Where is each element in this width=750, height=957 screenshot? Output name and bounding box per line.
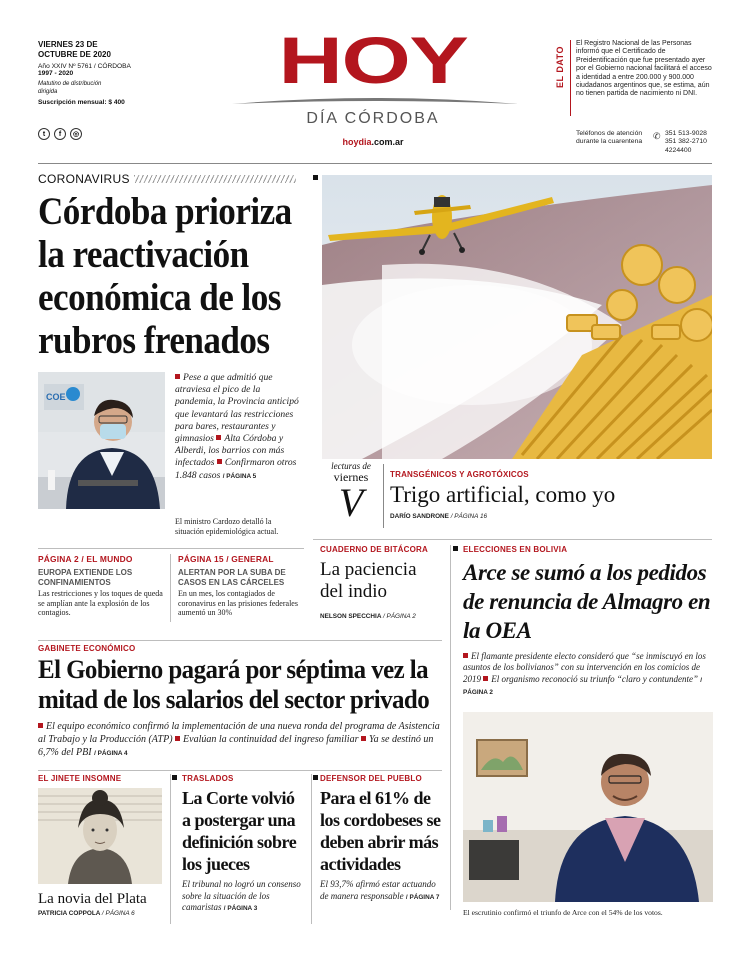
masthead-divider [38, 163, 712, 164]
bolivia-square-marker [453, 546, 458, 551]
feature-kicker: TRANSGÉNICOS Y AGROTÓXICOS [390, 470, 529, 479]
logo-subtitle: DÍA CÓRDOBA [306, 110, 440, 127]
issue-years: 1997 - 2020 [38, 70, 74, 77]
logo [258, 23, 488, 97]
traslados-divider [311, 774, 312, 924]
lead-square-marker [313, 175, 318, 180]
logo-wordmark: HOY [278, 23, 468, 97]
bullet-icon [175, 374, 180, 379]
mini-story-2[interactable] [178, 554, 304, 618]
traslados-page-ref[interactable]: / PÁGINA 3 [223, 905, 258, 913]
bolivia-photo [463, 712, 713, 902]
website-domain: hoydia [342, 137, 372, 147]
lead-kicker-text: CORONAVIRUS [38, 172, 130, 186]
jinete-headline: La novia del Plata [38, 891, 147, 907]
issue-number: Año XXIV Nº 5761 / CÓRDOBA [38, 63, 131, 70]
feature-page-ref[interactable]: / PÁGINA 16 [450, 513, 488, 520]
traslados-headline: La Corte volvió a postergar una definición sobre los jueces [182, 788, 297, 874]
bitacora-story[interactable] [320, 545, 442, 620]
bitacora-divider [450, 545, 451, 910]
economy-summary [38, 720, 442, 760]
jinete-author: PATRICIA COPPOLA [38, 910, 101, 917]
logo-swoosh [230, 94, 520, 106]
economy-summary-2: Evalúan la continuidad del ingreso familiar [183, 734, 359, 745]
masthead-left [38, 40, 168, 140]
feature-divider [313, 539, 712, 540]
lead-summary-3: Confirmaron otros 1.848 casos [175, 457, 297, 481]
portrait-engraving [38, 788, 162, 884]
website-link[interactable] [258, 137, 488, 147]
phone-1[interactable]: 351 513-9028 [665, 130, 707, 137]
bolivia-summary-1: El flamante presidente electo consideró que “se inmiscuyó en los asuntos de los bolivianos” con su intervención en los comicios de 2019 [463, 651, 706, 684]
website-tld: .com.ar [371, 137, 404, 147]
mini-story-1-section: PÁGINA 2 / EL MUNDO [38, 554, 133, 564]
bitacora-byline [320, 613, 442, 620]
lead-headline[interactable]: Córdoba prioriza la reactivación económica de los rubros frenados [38, 190, 292, 362]
feature-photo [322, 175, 712, 459]
feature-label-letter: V [338, 480, 364, 525]
defensor-square-marker [313, 775, 318, 780]
mini-story-2-text: En un mes, los contagiados de coronavirus en las prisiones federales aumentó un 30% [178, 589, 298, 617]
lead-kicker [38, 172, 296, 186]
twitter-icon[interactable]: t [38, 128, 50, 140]
plane-pasta-illustration [322, 175, 712, 459]
feature-byline [390, 513, 712, 520]
mini-story-divider [170, 554, 171, 622]
mini-story-1-text: Las restricciones y los toques de queda se amplían ante la explosión de los contagios. [38, 589, 163, 617]
economy-divider [38, 640, 442, 641]
el-dato-label: EL DATO [555, 45, 565, 88]
bitacora-page-ref[interactable]: / PÁGINA 2 [382, 613, 416, 620]
minister-illustration [38, 372, 165, 509]
lead-photo [38, 372, 165, 509]
mini-story-2-section: PÁGINA 15 / GENERAL [178, 554, 274, 564]
economy-page-ref[interactable]: / PÁGINA 4 [94, 750, 128, 757]
social-links [38, 128, 168, 140]
traslados-story[interactable] [182, 774, 306, 915]
phone-3[interactable]: 4224400 [665, 146, 692, 154]
feature-label-day: viernes [333, 470, 369, 484]
defensor-kicker: DEFENSOR DEL PUEBLO [320, 774, 422, 783]
phone-numbers [665, 130, 707, 155]
economy-kicker: GABINETE ECONÓMICO [38, 644, 136, 653]
bolivia-story[interactable] [463, 545, 713, 698]
lead-page-ref[interactable]: / PÁGINA 5 [222, 472, 257, 480]
lead-divider [38, 548, 304, 549]
bitacora-kicker: CUADERNO DE BITÁCORA [320, 545, 428, 554]
mini-story-1[interactable] [38, 554, 166, 618]
defensor-page-ref[interactable]: / PÁGINA 7 [405, 893, 440, 901]
feature-label-divider [383, 464, 384, 528]
bolivia-summary-2: El organismo reconoció su triunfo “claro y contundente” [491, 673, 698, 684]
distribution-note: Matutino de distribución dirigida [38, 81, 102, 95]
feature-author: DARÍO SANDRONE [390, 513, 449, 520]
feature-headline: Trigo artificial, como yo [390, 482, 616, 507]
mini-story-2-headline: ALERTAN POR LA SUBA DE CASOS EN LAS CÁRCELES [178, 568, 286, 587]
jinete-byline [38, 910, 162, 917]
mini-story-1-headline: EUROPA EXTIENDE LOS CONFINAMIENTOS [38, 568, 133, 587]
kicker-hatch [134, 175, 296, 183]
bullet-icon [463, 653, 468, 658]
traslados-square-marker [172, 775, 177, 780]
jinete-portrait [38, 788, 162, 884]
el-dato-text: El Registro Nacional de las Personas informó que el Certificado de Preidentificación que fue presentado ayer por el Gobierno nacional facilitará el acceso a identidad a entre 200.000 y 900.000 ciudadanos argentinos que, se estima, aún no tienen partida de nacimiento ni DNI. [576, 40, 712, 98]
jinete-page-ref[interactable]: / PÁGINA 6 [101, 910, 135, 917]
bottom-divider [38, 770, 442, 771]
economy-summary-3: Ya se destinó un 6,7% del PBI [38, 734, 434, 758]
jinete-divider [170, 774, 171, 924]
facebook-icon[interactable]: f [54, 128, 66, 140]
economy-summary-1: El equipo económico confirmó la implementación de una nueva ronda del programa de Asistencia al Trabajo y la Producción (ATP) [38, 721, 440, 745]
el-dato-rule [570, 40, 571, 116]
svg-text:COE: COE [46, 392, 66, 402]
phone-2[interactable]: 351 382-2710 [665, 138, 707, 146]
arce-illustration [463, 712, 713, 902]
traslados-kicker: TRASLADOS [182, 774, 234, 783]
feature-label [322, 461, 380, 525]
phone-icon: ✆ [653, 132, 661, 142]
lead-summary-2: Alta Córdoba y Alberdi, los barrios con más infectados [175, 433, 285, 469]
bitacora-author: NELSON SPECCHIA [320, 613, 382, 620]
subscription-price: Suscripción mensual: $ 400 [38, 99, 125, 106]
bolivia-photo-caption: El escrutinio confirmó el triunfo de Arce con el 54% de los votos. [463, 908, 663, 917]
bolivia-headline: Arce se sumó a los pedidos de renuncia de Almagro en la OEA [463, 560, 711, 643]
phones-label: Teléfonos de atención durante la cuarentena [576, 130, 643, 146]
bullet-icon [175, 736, 180, 741]
economy-story[interactable] [38, 644, 442, 760]
defensor-text [320, 879, 442, 903]
bolivia-page-ref[interactable]: / PÁGINA 2 [463, 676, 703, 696]
issue-date: VIERNES 23 DE OCTUBRE DE 2020 [38, 40, 111, 59]
bolivia-kicker: ELECCIONES EN BOLIVIA [463, 545, 568, 554]
traslados-summary: El tribunal no logró un consenso sobre la situación de los camaristas [182, 879, 301, 913]
lead-photo-caption: El ministro Cardozo detalló la situación epidemiológica actual. [175, 517, 279, 536]
jinete-story[interactable] [38, 774, 162, 917]
bullet-icon [483, 676, 488, 681]
defensor-story[interactable] [320, 774, 442, 903]
bolivia-summary [463, 651, 713, 698]
bullet-icon [361, 736, 366, 741]
lead-summary-1: Pese a que admitió que atraviesa el pico de la pandemia, la Provincia anticipó que levantará las restricciones para bares, restaurantes y gimnasios [175, 372, 299, 445]
bullet-icon [216, 435, 221, 440]
defensor-headline: Para el 61% de los cordobeses se deben abrir más actividades [320, 788, 441, 874]
lead-summary [175, 372, 300, 483]
bitacora-headline: La paciencia del indio [320, 559, 417, 602]
economy-headline: El Gobierno pagará por séptima vez la mitad de los salarios del sector privado [38, 655, 430, 714]
defensor-summary: El 93,7% afirmó estar actuando de manera responsable [320, 879, 436, 901]
traslados-text [182, 879, 306, 915]
instagram-icon[interactable]: ◎ [70, 128, 82, 140]
bullet-icon [217, 459, 222, 464]
feature-story[interactable] [390, 470, 712, 520]
feature-label-top: lecturas de [331, 461, 371, 471]
bullet-icon [38, 723, 43, 728]
jinete-kicker: EL JINETE INSOMNE [38, 774, 122, 783]
